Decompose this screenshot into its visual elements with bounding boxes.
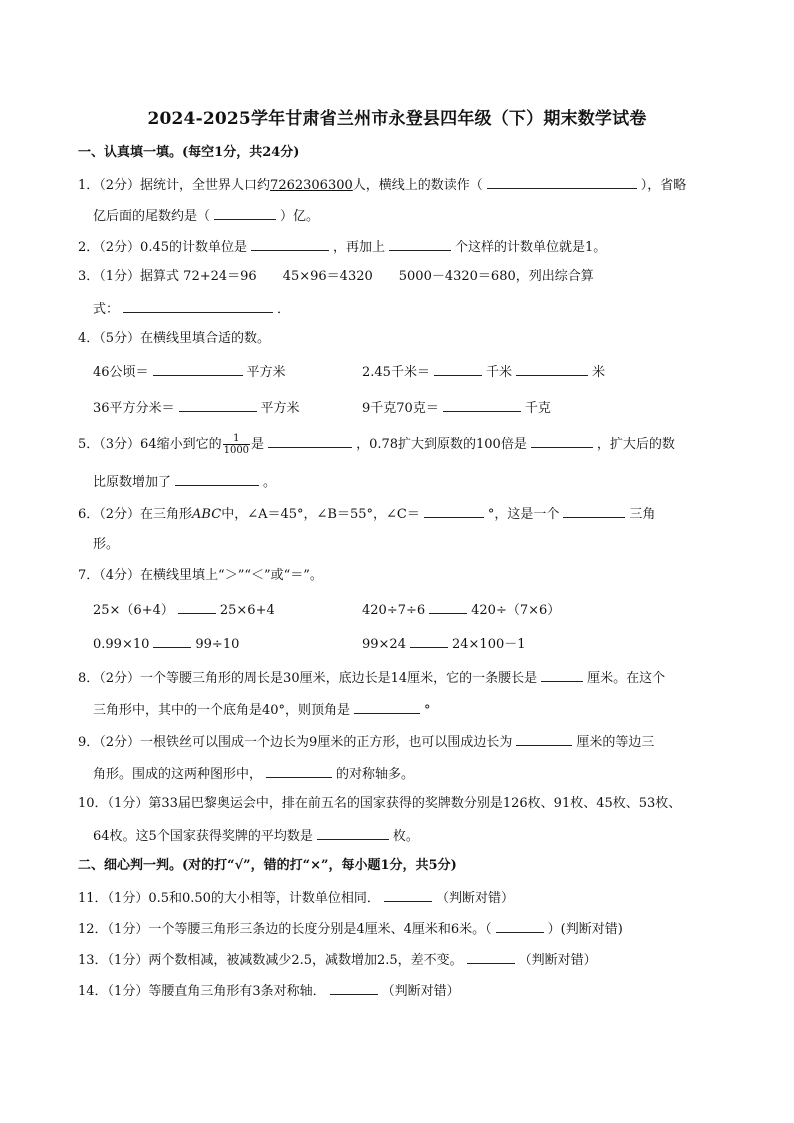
answer-blank[interactable] [175,472,259,486]
answer-blank[interactable] [389,237,451,251]
question-8: 8．（2分）一个等腰三角形的周长是30厘米，底边长是14厘米，它的一条腰长是 厘米。在这个 [78,668,665,688]
answer-blank[interactable] [178,600,216,614]
question-4-row-1-right: 2.45千米＝ 千米 米 [362,362,605,382]
answer-blank[interactable] [434,362,482,376]
answer-blank[interactable] [429,600,467,614]
answer-blank[interactable] [251,237,329,251]
answer-blank[interactable] [443,398,521,412]
section-2-heading: 二、细心判一判。(对的打“√”，错的打“×”，每小题1分，共5分) [78,858,457,873]
answer-blank[interactable] [424,504,484,518]
answer-blank[interactable] [496,919,544,933]
answer-blank[interactable] [317,826,389,840]
answer-blank[interactable] [214,206,276,220]
question-9: 9．（2分）一根铁丝可以围成一个边长为9厘米的正方形，也可以围成边长为 厘米的等边三 [78,732,654,752]
fraction: $\frac{1}{1000}$ [223,433,250,456]
answer-blank[interactable] [179,398,257,412]
question-14: 14．（1分）等腰直角三角形有3条对称轴． （判断对错） [78,981,460,1001]
answer-blank[interactable] [516,362,588,376]
answer-blank[interactable] [384,888,432,902]
question-4-row-2-left: 36平方分米＝ 平方米 [93,398,300,418]
answer-blank[interactable] [563,504,625,518]
answer-blank[interactable] [467,950,515,964]
question-10-line-2: 64枚。这5个国家获得奖牌的平均数是 枚。 [93,826,419,846]
answer-blank[interactable] [516,732,572,746]
highlighted-number: 7262306300 [270,178,353,193]
question-1-line-2: 亿后面的尾数约是（ ）亿。 [93,206,319,226]
answer-blank[interactable] [153,362,243,376]
answer-blank[interactable] [268,434,352,448]
section-1-heading: 一、认真填一填。(每空1分，共24分) [78,145,300,160]
answer-blank[interactable] [354,700,420,714]
question-2: 2．（2分）0.45的计数单位是 ，再加上 个这样的计数单位就是1。 [78,237,606,257]
question-9-line-2: 角形。围成的这两种图形中， 的对称轴多。 [93,764,414,784]
question-6-line-2: 形。 [93,537,120,552]
question-13: 13．（1分）两个数相减，被减数减少2.5，减数增加2.5，差不变。 （判断对错） [78,950,597,970]
question-12: 12．（1分）一个等腰三角形三条边的长度分别是4厘米、4厘米和6米。（ ）(判断对错) [78,919,623,939]
question-8-line-2: 三角形中，其中的一个底角是40°，则顶角是 ° [93,700,431,720]
question-7-row-1-left: 25×（6+4） 25×6+4 [93,600,275,620]
answer-blank[interactable] [410,634,448,648]
question-11: 11．（1分）0.5和0.50的大小相等，计数单位相同． （判断对错） [78,888,514,908]
answer-blank[interactable] [531,434,593,448]
answer-blank[interactable] [330,981,378,995]
question-5-line-2: 比原数增加了 。 [93,472,276,492]
answer-blank[interactable] [266,764,332,778]
question-10: 10．（1分）第33届巴黎奥运会中，排在前五名的国家获得的奖牌数分别是126枚、91枚、45枚、53枚、 [78,796,682,811]
question-7-row-2-left: 0.99×10 99÷10 [93,634,239,654]
answer-blank[interactable] [153,634,191,648]
answer-blank[interactable] [487,175,637,189]
question-1: 1．（2分）据统计，全世界人口约7262306300人，横线上的数读作（ ），省略 [78,175,686,195]
question-7: 7．（4分）在横线里填上“＞”“＜”或“＝”。 [78,568,323,583]
question-3-line-2: 式： ． [93,299,290,319]
question-3: 3．（1分）据算式 72+24＝96 45×96＝4320 5000－4320＝680，列出综合算 [78,269,594,284]
question-7-row-2-right: 99×24 24×100－1 [362,634,526,654]
page-title: 2024-2025学年甘肃省兰州市永登县四年级（下）期末数学试卷 [147,109,647,129]
question-4-row-2-right: 9千克70克＝ 千克 [362,398,551,418]
question-4: 4．（5分）在横线里填合适的数。 [78,331,271,346]
question-7-row-1-right: 420÷7÷6 420÷（7×6） [362,600,560,620]
answer-blank[interactable] [541,668,583,682]
question-5: 5．（3分）64缩小到它的 $\frac{1}{1000}$ 是 ，0.78扩大到原数的100倍是 ，扩大后的数 [78,433,675,456]
question-4-row-1-left: 46公顷＝ 平方米 [93,362,286,382]
answer-blank[interactable] [123,299,273,313]
question-6: 6．（2分）在三角形ABC中，∠A＝45°，∠B＝55°，∠C＝ °，这是一个 三角 [78,504,655,524]
